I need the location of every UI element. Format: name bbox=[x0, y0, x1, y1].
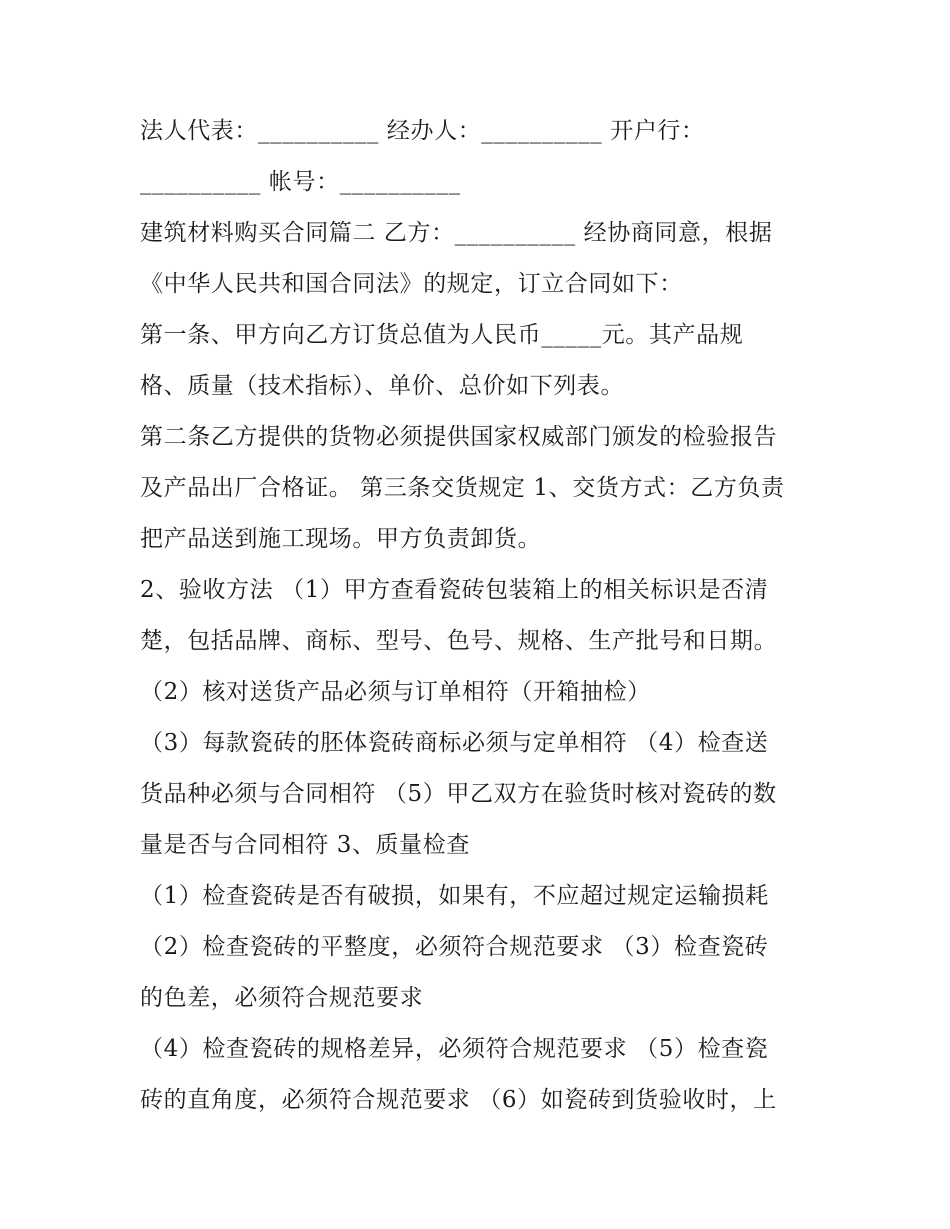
text-line: 第二条乙方提供的货物必须提供国家权威部门颁发的检验报告 bbox=[140, 424, 778, 450]
text-line: （3）每款瓷砖的胚体瓷砖商标必须与定单相符 （4）检查送 bbox=[140, 730, 769, 756]
text-line: 及产品出厂合格证。 第三条交货规定 1、交货方式：乙方负责 bbox=[140, 475, 785, 501]
contract-body bbox=[140, 106, 820, 1126]
text-line: （2）核对送货产品必须与订单相符（开箱抽检） bbox=[140, 679, 651, 705]
text-line: 法人代表：__________ 经办人：__________ 开户行： bbox=[140, 118, 705, 144]
text-line: 量是否与合同相符 3、质量检查 bbox=[140, 832, 470, 858]
text-line: 楚，包括品牌、商标、型号、色号、规格、生产批号和日期。 bbox=[140, 628, 778, 654]
text-line: 格、质量（技术指标）、单价、总价如下列表。 bbox=[140, 373, 625, 399]
text-line: 把产品送到施工现场。甲方负责卸货。 bbox=[140, 526, 542, 552]
text-line: 砖的直角度，必须符合规范要求 （6）如瓷砖到货验收时，上 bbox=[140, 1087, 777, 1113]
text-line: 第一条、甲方向乙方订货总值为人民币_____元。其产品规 bbox=[140, 322, 744, 348]
text-line: __________ 帐号：__________ bbox=[140, 169, 461, 195]
text-line: 2、验收方法 （1）甲方查看瓷砖包装箱上的相关标识是否清 bbox=[140, 577, 769, 603]
text-line: （4）检查瓷砖的规格差异，必须符合规范要求 （5）检查瓷 bbox=[140, 1036, 769, 1062]
text-line: 货品种必须与合同相符 （5）甲乙双方在验货时核对瓷砖的数 bbox=[140, 781, 777, 807]
text-line: 《中华人民共和国合同法》的规定，订立合同如下： bbox=[140, 271, 683, 297]
text-line: （2）检查瓷砖的平整度，必须符合规范要求 （3）检查瓷砖 bbox=[140, 934, 769, 960]
text-line: （1）检查瓷砖是否有破损，如果有，不应超过规定运输损耗 bbox=[140, 883, 769, 909]
text-line: 建筑材料购买合同篇二 乙方：__________ 经协商同意，根据 bbox=[140, 220, 773, 246]
text-line: 的色差，必须符合规范要求 bbox=[140, 985, 424, 1011]
